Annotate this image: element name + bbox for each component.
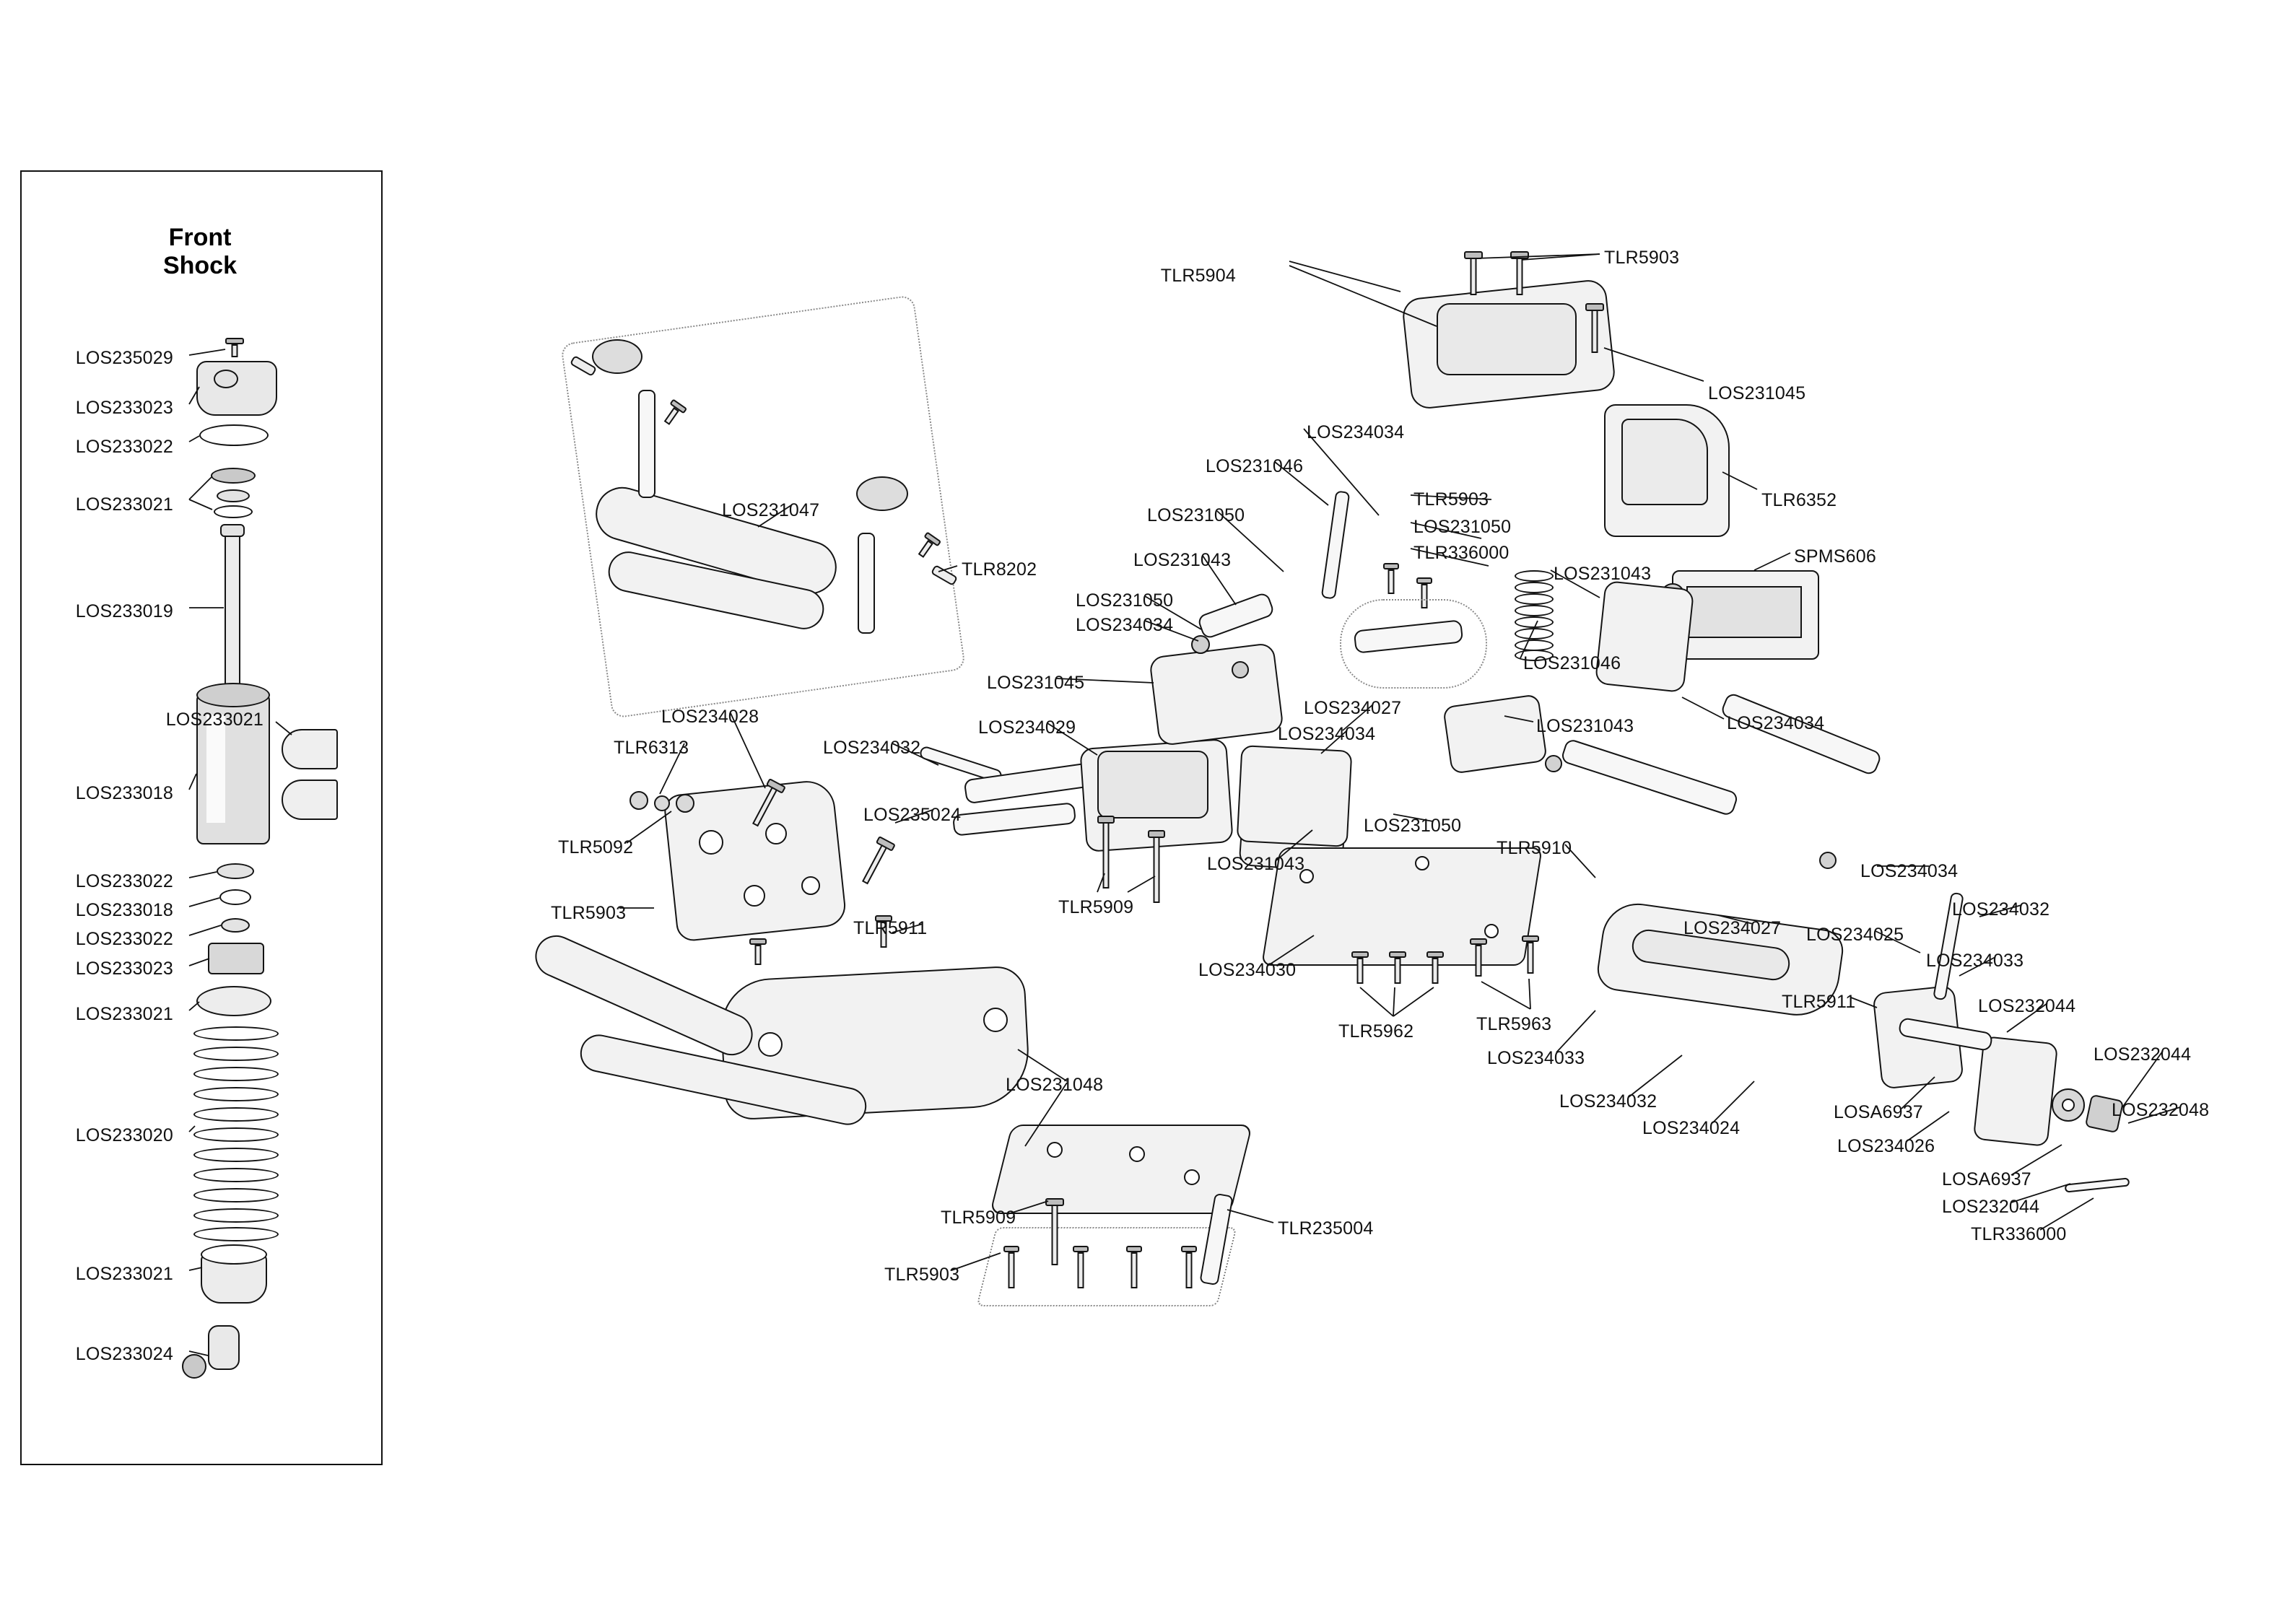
- hub-carrier-2: [1442, 694, 1548, 774]
- part-number-label: LOS232044: [1978, 996, 2076, 1016]
- part-number-label: TLR5903: [1413, 489, 1489, 510]
- front-arm-pivot-ball-2: [856, 476, 908, 511]
- turnbuckle-a: [1321, 490, 1351, 599]
- shock-washer-b: [217, 489, 250, 502]
- shock-oring-c: [221, 918, 250, 933]
- part-number-label: LOS233022: [75, 929, 173, 949]
- part-number-label: TLR5911: [853, 918, 928, 938]
- bottom-screw-1: [1003, 1246, 1019, 1291]
- servo-body-detail: [1686, 586, 1802, 638]
- shock-cap-screw: [225, 338, 244, 359]
- shock-shaft-top-nut: [220, 524, 245, 537]
- part-number-label: LOS235029: [75, 348, 173, 368]
- bearing-b: [654, 795, 670, 811]
- part-number-label: LOS234034: [1076, 615, 1174, 635]
- bulkhead-lower: [1237, 745, 1353, 847]
- part-number-label: LOS233019: [75, 601, 173, 621]
- front-top-mount-inner: [1437, 303, 1577, 375]
- rear-link-ball-a: [1545, 755, 1562, 772]
- small-spring: [1515, 570, 1554, 664]
- part-number-label: LOS231045: [987, 673, 1085, 693]
- skid-plate-hole-2: [1415, 856, 1429, 870]
- shock-tower-hole-3: [744, 885, 765, 907]
- shock-oring-b: [217, 863, 254, 879]
- part-number-label: TLR5903: [1604, 248, 1680, 268]
- shock-body-rim: [196, 683, 270, 707]
- shock-washer-c: [214, 505, 253, 518]
- part-number-label: LOS234027: [1304, 698, 1402, 718]
- part-number-label: LOS231047: [722, 500, 820, 520]
- top-mount-screw-1: [1464, 251, 1483, 297]
- rear-link-b: [1720, 691, 1883, 777]
- part-number-label: TLR5962: [1338, 1021, 1414, 1042]
- part-number-label: LOS234034: [1727, 713, 1825, 733]
- shock-tower-hole-1: [699, 830, 723, 855]
- part-number-label: LOS234032: [823, 738, 921, 758]
- rod-end-ball-a: [1191, 635, 1210, 654]
- panel-title-line1: Front: [168, 224, 232, 251]
- hub-carrier: [1595, 580, 1694, 693]
- skid-screw-1: [1351, 951, 1369, 986]
- part-number-label: LOS234032: [1952, 899, 2050, 920]
- part-number-label: LOS234025: [1806, 925, 1904, 945]
- front-shock-panel-title: [20, 224, 380, 280]
- part-number-label: LOS234024: [1642, 1118, 1741, 1138]
- tower-screw-3: [749, 938, 767, 967]
- part-number-label: TLR5910: [1497, 838, 1572, 858]
- part-number-label: TLR336000: [1971, 1224, 2067, 1244]
- front-arm-pivot-ball: [592, 339, 642, 374]
- shock-spring: [193, 1026, 279, 1243]
- part-number-label: LOS231050: [1413, 517, 1512, 537]
- part-number-label: SPMS606: [1794, 546, 1876, 567]
- part-number-label: LOS231050: [1364, 816, 1462, 836]
- part-number-label: LOS233023: [75, 959, 173, 979]
- part-number-label: LOS234032: [1559, 1091, 1657, 1112]
- part-number-label: TLR5963: [1476, 1014, 1552, 1034]
- part-number-label: LOS233021: [75, 1264, 173, 1284]
- tower-screw-2: [855, 836, 896, 889]
- part-number-label: TLR5092: [558, 837, 634, 857]
- front-shaft-b: [858, 533, 875, 634]
- shock-cap-detail: [214, 370, 238, 388]
- top-mount-screw-2: [1510, 251, 1529, 297]
- part-number-label: TLR5903: [551, 903, 627, 923]
- part-number-label: TLR8202: [962, 559, 1037, 580]
- part-number-label: TLR5903: [884, 1265, 960, 1285]
- axle-pin: [2065, 1177, 2130, 1192]
- part-number-label: LOS231045: [1708, 383, 1806, 403]
- part-number-label: LOSA6937: [1942, 1169, 2031, 1189]
- part-number-label: LOS231043: [1536, 716, 1634, 736]
- part-number-label: LOS232044: [1942, 1197, 2040, 1217]
- shock-rod-end: [208, 1325, 240, 1370]
- rear-knuckle: [1973, 1036, 2058, 1147]
- skid-screw-3: [1426, 951, 1444, 986]
- a-arm-hole-1: [758, 1032, 783, 1057]
- part-number-label: TLR336000: [1413, 543, 1510, 563]
- part-number-label: LOS234026: [1837, 1136, 1935, 1156]
- part-number-label: TLR5904: [1160, 266, 1236, 286]
- part-number-label: LOS233020: [75, 1125, 173, 1145]
- part-number-label: LOS234030: [1198, 960, 1297, 980]
- skid-screw-5: [1522, 935, 1539, 976]
- panel-title-line2: Shock: [162, 252, 238, 280]
- bottom-screw-3: [1126, 1246, 1142, 1291]
- rod-end-a: [1196, 591, 1275, 640]
- front-bulkhead-2: [1097, 751, 1208, 818]
- part-number-label: LOS232044: [2094, 1044, 2192, 1065]
- part-number-label: LOS233022: [75, 871, 173, 891]
- part-number-label: LOS233018: [75, 900, 173, 920]
- shock-washer-a: [211, 468, 256, 484]
- part-number-label: LOSA6937: [1834, 1102, 1923, 1122]
- bulkhead-screw-1: [1097, 816, 1115, 891]
- chassis-plate-hole-3: [1184, 1169, 1200, 1185]
- part-number-label: LOS231043: [1207, 854, 1305, 874]
- shock-shaft: [225, 527, 240, 693]
- bottom-screw-4: [1181, 1246, 1197, 1291]
- part-number-label: LOS231046: [1523, 653, 1621, 673]
- shock-rod-end-ball: [182, 1354, 206, 1379]
- part-number-label: TLR6352: [1761, 490, 1837, 510]
- part-number-label: LOS232048: [2112, 1100, 2210, 1120]
- part-number-label: LOS234033: [1487, 1048, 1585, 1068]
- front-shaft-a: [638, 390, 655, 498]
- bulkhead-screw-2: [1148, 830, 1165, 905]
- wheel-bearing-a-inner: [2062, 1099, 2075, 1112]
- part-number-label: LOS234028: [661, 707, 759, 727]
- shock-oring-top: [199, 424, 269, 446]
- a-arm-hole-2: [983, 1008, 1008, 1032]
- chassis-plate-hole-2: [1129, 1146, 1145, 1162]
- bearing-c: [676, 794, 694, 813]
- part-number-label: LOS234034: [1278, 724, 1376, 744]
- part-number-label: LOS231050: [1076, 590, 1174, 611]
- part-number-label: LOS231043: [1133, 550, 1232, 570]
- rod-end-ball-b: [1232, 661, 1249, 678]
- bottom-screw-2: [1073, 1246, 1089, 1291]
- chassis-brace-ribs: [1621, 419, 1708, 505]
- skid-screw-4: [1470, 938, 1487, 979]
- shock-tower-hole-4: [801, 876, 820, 895]
- chassis-plate-hole-1: [1047, 1142, 1063, 1158]
- part-number-label: TLR5911: [1782, 992, 1856, 1012]
- part-number-label: LOS234029: [978, 717, 1076, 738]
- shock-spring-seat-top: [196, 986, 271, 1016]
- part-number-label: LOS231048: [1006, 1075, 1104, 1095]
- part-number-label: LOS234033: [1926, 951, 2024, 971]
- shock-tower-hole-2: [765, 823, 787, 844]
- part-number-label: TLR235004: [1278, 1218, 1374, 1239]
- part-number-label: TLR6313: [614, 738, 689, 758]
- bottom-screw-long: [1045, 1198, 1064, 1267]
- front-bumper-arm: [528, 929, 759, 1062]
- link-rod-c: [952, 802, 1076, 837]
- shock-lower-cup-rim: [201, 1244, 267, 1265]
- shock-clip-lower: [282, 780, 338, 820]
- shock-collar: [208, 943, 264, 974]
- part-number-label: LOS233018: [75, 783, 173, 803]
- rod-screw-a: [1383, 563, 1399, 596]
- part-number-label: LOS234027: [1683, 918, 1782, 938]
- part-number-label: LOS231043: [1554, 564, 1652, 584]
- part-number-label: LOS233021: [75, 494, 173, 515]
- part-number-label: LOS234034: [1860, 861, 1959, 881]
- part-number-label: LOS234034: [1307, 422, 1405, 442]
- shock-cap-body: [196, 361, 277, 416]
- part-number-label: LOS235024: [863, 805, 962, 825]
- skid-screw-2: [1389, 951, 1406, 986]
- part-number-label: LOS233021: [75, 1004, 173, 1024]
- top-mount-screw-3: [1585, 303, 1604, 355]
- part-number-label: LOS233021: [165, 710, 263, 730]
- part-number-label: TLR5909: [941, 1208, 1016, 1228]
- part-number-label: LOS233024: [75, 1344, 173, 1364]
- rear-link-ball-b: [1819, 852, 1837, 869]
- shock-clip-upper: [282, 729, 338, 769]
- rear-link-a: [1560, 738, 1739, 817]
- bearing-a: [630, 791, 648, 810]
- part-number-label: LOS233022: [75, 437, 173, 457]
- steering-block-left: [1149, 642, 1284, 746]
- part-number-label: LOS231050: [1147, 505, 1245, 525]
- shock-spacer-b: [219, 889, 251, 905]
- part-number-label: LOS231046: [1206, 456, 1304, 476]
- skid-plate-hole-3: [1484, 924, 1499, 938]
- part-number-label: TLR5909: [1058, 897, 1134, 917]
- shock-body-highlight: [206, 715, 225, 823]
- part-number-label: LOS233023: [75, 398, 173, 418]
